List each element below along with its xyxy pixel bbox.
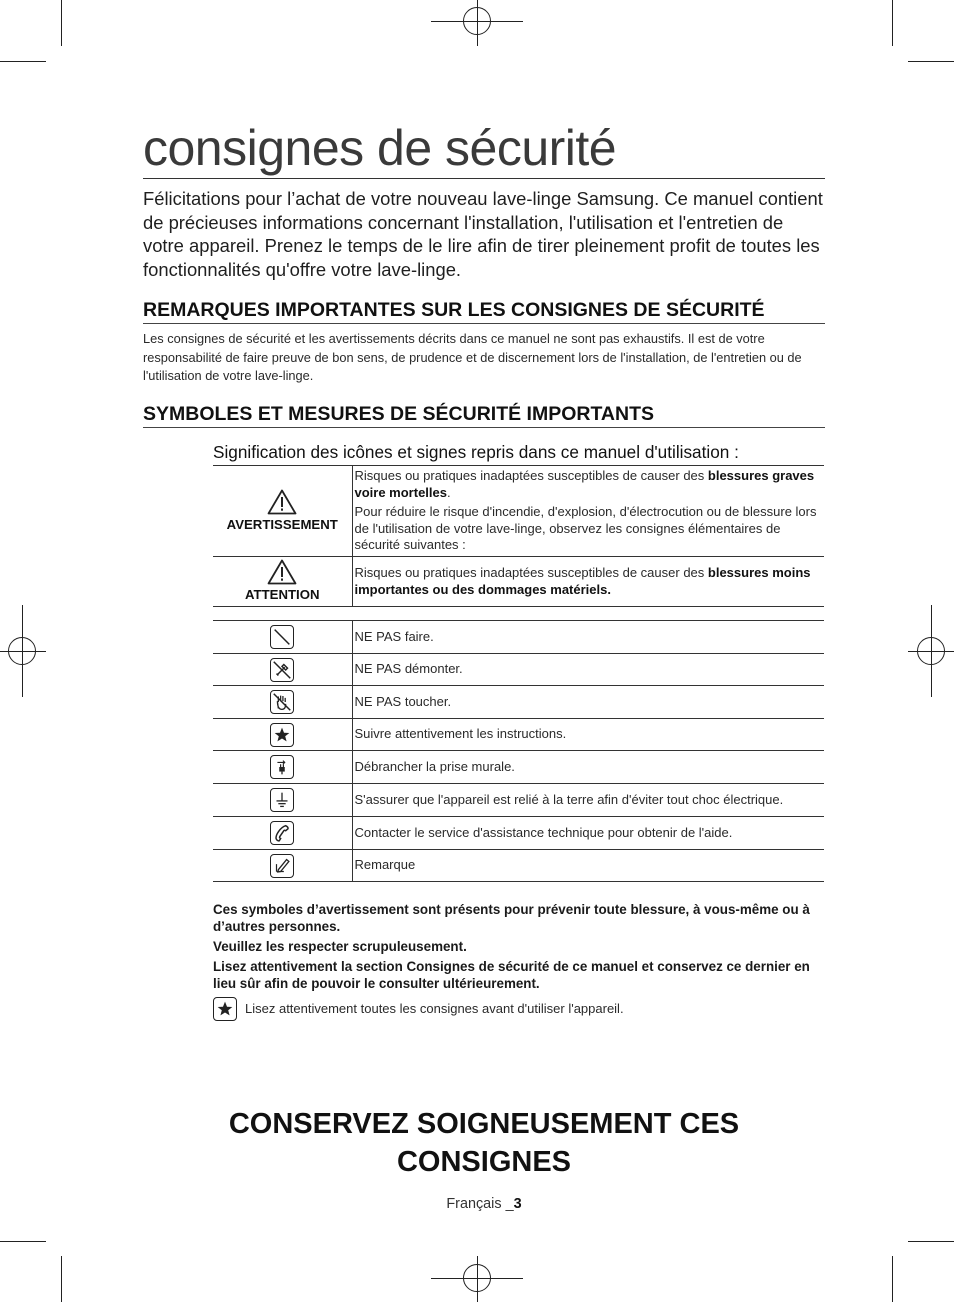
do-not-icon	[270, 625, 294, 649]
page-footer	[143, 1196, 825, 1212]
page-title: consignes de sécurité	[143, 118, 825, 179]
symbols-table	[213, 465, 824, 882]
note-paragraph: Lisez attentivement la section Consignes de sécurité de ce manuel et conservez ce dernier en lieu sûr afin de pouvoir le consulter ultérieurement.	[213, 959, 810, 991]
intro-paragraph: Félicitations pour l’achat de votre nouveau lave-linge Samsung. Ce manuel contient de précieuses informations concernant l'installation, l'utilisation et l'entretien de votre appareil. Prenez le temps de le lire afin de tirer pleinement profit de toutes les fonctionnalités qu'offre votre lave-linge.	[143, 188, 823, 280]
ground-icon	[270, 788, 294, 812]
symbol-text: Remarque	[352, 850, 824, 882]
phone-icon	[270, 821, 294, 845]
caution-label: ATTENTION	[245, 587, 320, 603]
warning-cell	[213, 466, 352, 557]
follow-instructions-icon	[270, 723, 294, 747]
table-row-warning	[213, 466, 824, 557]
caution-cell	[213, 557, 352, 607]
warning-text-end: .	[447, 484, 451, 500]
table-row	[213, 751, 824, 784]
registration-circle	[463, 7, 491, 35]
crop-mark	[61, 0, 62, 46]
do-not-disassemble-icon	[270, 658, 294, 682]
crop-mark	[892, 0, 893, 46]
tip-text: Lisez attentivement toutes les consignes avant d'utiliser l'appareil.	[245, 1001, 624, 1016]
warning-triangle-icon	[267, 489, 297, 515]
warning-text-2: Pour réduire le risque d'incendie, d'explosion, d'électrocution ou de blessure lors de l'utilisation de votre lave-linge, observez les consignes élémentaires de sécurité suivantes :	[354, 504, 817, 552]
warning-label: AVERTISSEMENT	[226, 516, 338, 532]
note-paragraph: Veuillez les respecter scrupuleusement.	[213, 939, 467, 954]
symbol-text: Contacter le service d'assistance technique pour obtenir de l'aide.	[352, 817, 824, 850]
table-row-caution	[213, 557, 824, 607]
unplug-icon	[270, 755, 294, 779]
symbol-text: NE PAS faire.	[352, 621, 824, 654]
follow-instructions-icon	[213, 997, 237, 1021]
symbol-text: Débrancher la prise murale.	[352, 751, 824, 784]
table-row	[213, 654, 824, 686]
safety-notes	[213, 901, 825, 995]
table-spacer-row	[213, 607, 824, 621]
table-row	[213, 784, 824, 817]
table-row	[213, 621, 824, 654]
crop-mark	[0, 1241, 46, 1242]
crop-mark	[61, 1256, 62, 1302]
crop-mark	[908, 61, 954, 62]
registration-circle	[917, 637, 945, 665]
tip-line	[213, 997, 825, 1021]
caution-text-cell	[352, 557, 824, 607]
footer-language: Français _	[446, 1196, 514, 1212]
crop-mark	[908, 1241, 954, 1242]
remarks-paragraph: Les consignes de sécurité et les avertissements décrits dans ce manuel ne sont pas exhaustifs. Il est de votre responsabilité de faire preuve de bon sens, de prudence et de discernement lors de l'installation, de l'entretien ou de l'utilisation de votre lave-linge.	[143, 331, 802, 383]
section-heading-symbols: SYMBOLES ET MESURES DE SÉCURITÉ IMPORTANTS	[143, 402, 825, 428]
warning-text: Risques ou pratiques inadaptées susceptibles de causer des	[354, 468, 708, 483]
table-row	[213, 817, 824, 850]
section-heading-remarks: REMARQUES IMPORTANTES SUR LES CONSIGNES DE SÉCURITÉ	[143, 298, 825, 324]
table-caption: Signification des icônes et signes repris dans ce manuel d'utilisation :	[213, 442, 739, 462]
crop-mark	[0, 61, 46, 62]
note-icon	[270, 854, 294, 878]
crop-mark	[892, 1256, 893, 1302]
registration-circle	[8, 637, 36, 665]
table-row	[213, 719, 824, 751]
table-row	[213, 686, 824, 719]
warning-text-cell	[352, 466, 824, 557]
caution-text: Risques ou pratiques inadaptées susceptibles de causer des	[354, 565, 708, 580]
table-row	[213, 850, 824, 882]
symbol-text: Suivre attentivement les instructions.	[352, 719, 824, 751]
symbol-text: S'assurer que l'appareil est relié à la terre afin d'éviter tout choc électrique.	[352, 784, 824, 817]
symbol-text: NE PAS démonter.	[352, 654, 824, 686]
page-number: 3	[513, 1196, 522, 1212]
registration-circle	[463, 1264, 491, 1292]
caution-text-bold: blessures moins importantes ou des dommages matériels.	[354, 565, 811, 597]
closing-heading: CONSERVEZ SOIGNEUSEMENT CES CONSIGNES	[228, 1108, 740, 1178]
do-not-touch-icon	[270, 690, 294, 714]
symbol-text: NE PAS toucher.	[352, 686, 824, 719]
caution-triangle-icon	[267, 559, 297, 585]
warning-text-bold: blessures graves voire mortelles	[354, 468, 815, 500]
note-paragraph: Ces symboles d’avertissement sont présents pour prévenir toute blessure, à vous-même ou à d’autres personnes.	[213, 902, 810, 934]
